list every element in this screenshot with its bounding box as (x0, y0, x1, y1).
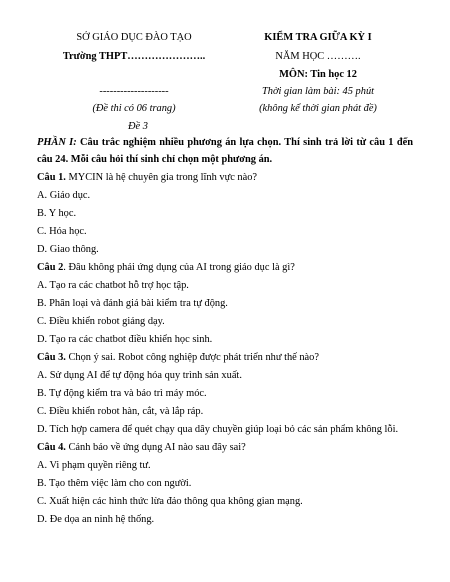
option-1a: A. Giáo dục. (37, 190, 91, 201)
option-2b: B. Phân loại và đánh giá bài kiểm tra tự động. (37, 298, 228, 309)
option-4b: B. Tạo thêm việc làm cho con người. (37, 478, 192, 489)
option-4a: A. Vi phạm quyền riêng tư. (37, 460, 151, 471)
question-1 (37, 172, 257, 184)
option-3a: A. Sử dụng AI để tự động hóa quy trình sản xuất. (37, 370, 242, 381)
question-2 (37, 262, 295, 274)
question-4 (37, 442, 246, 454)
option-3b: B. Tự động kiểm tra và bảo trì máy móc. (37, 388, 207, 399)
option-3d: D. Tích hợp camera để quét chạy qua dây chuyền giúp loại bỏ các sản phẩm không lỗi. (37, 424, 399, 435)
question-number: Câu 1. (37, 172, 66, 183)
part-1-instructions (37, 134, 413, 168)
department-name: SỞ GIÁO DỤC ĐÀO TẠO (76, 32, 192, 43)
question-number: Câu 2 (37, 262, 64, 273)
option-1d: D. Giao thông. (37, 244, 99, 255)
option-1b: B. Y học. (37, 208, 77, 219)
option-2d: D. Tạo ra các chatbot điều khiển học sinh. (37, 334, 213, 345)
question-number: Câu 4. (37, 442, 66, 453)
question-text: Chọn ý sai. Robot công nghiệp được phát triển như thế nào? (65, 352, 319, 363)
option-4d: D. Đe dọa an ninh hệ thống. (37, 514, 155, 525)
time-allowed: Thời gian làm bài: 45 phút (261, 86, 375, 97)
option-3c: C. Điều khiển robot hàn, cắt, và lắp ráp. (37, 406, 204, 417)
option-2a: A. Tạo ra các chatbot hỗ trợ học tập. (37, 280, 189, 291)
header-divider: -------------------- (99, 86, 169, 97)
subject: MÔN: Tin học 12 (279, 69, 357, 80)
time-note: (không kể thời gian phát đề) (259, 103, 377, 114)
school-year: NĂM HỌC ………. (275, 51, 361, 62)
option-1c: C. Hóa học. (37, 226, 87, 237)
exam-title: KIỂM TRA GIỮA KỲ I (264, 32, 372, 43)
part-1-label: PHẦN I: (37, 137, 77, 148)
question-number: Câu 3. (37, 352, 66, 363)
question-text: . Đâu không phải ứng dụng của AI trong giáo dục là gì? (63, 262, 295, 273)
question-text: MYCIN là hệ chuyên gia trong lĩnh vực nào? (65, 172, 258, 183)
question-text: Cảnh báo về ứng dụng AI nào sau đây sai? (65, 442, 246, 453)
part-1-text: Câu trắc nghiệm nhiều phương án lựa chọn. Thí sinh trả lời từ câu 1 đến câu 24. Mỗi câu hỏi thí sinh chỉ chọn một phương án. (37, 137, 413, 165)
page-count-note: (Đề thi có 06 trang) (92, 103, 176, 114)
exam-code: Đề 3 (128, 121, 148, 132)
school-name: Trường THPT………………….. (62, 51, 206, 62)
option-2c: C. Điều khiển robot giảng dạy. (37, 316, 165, 327)
option-4c: C. Xuất hiện các hình thức lừa đảo thông qua không gian mạng. (37, 496, 303, 507)
question-3 (37, 352, 319, 364)
